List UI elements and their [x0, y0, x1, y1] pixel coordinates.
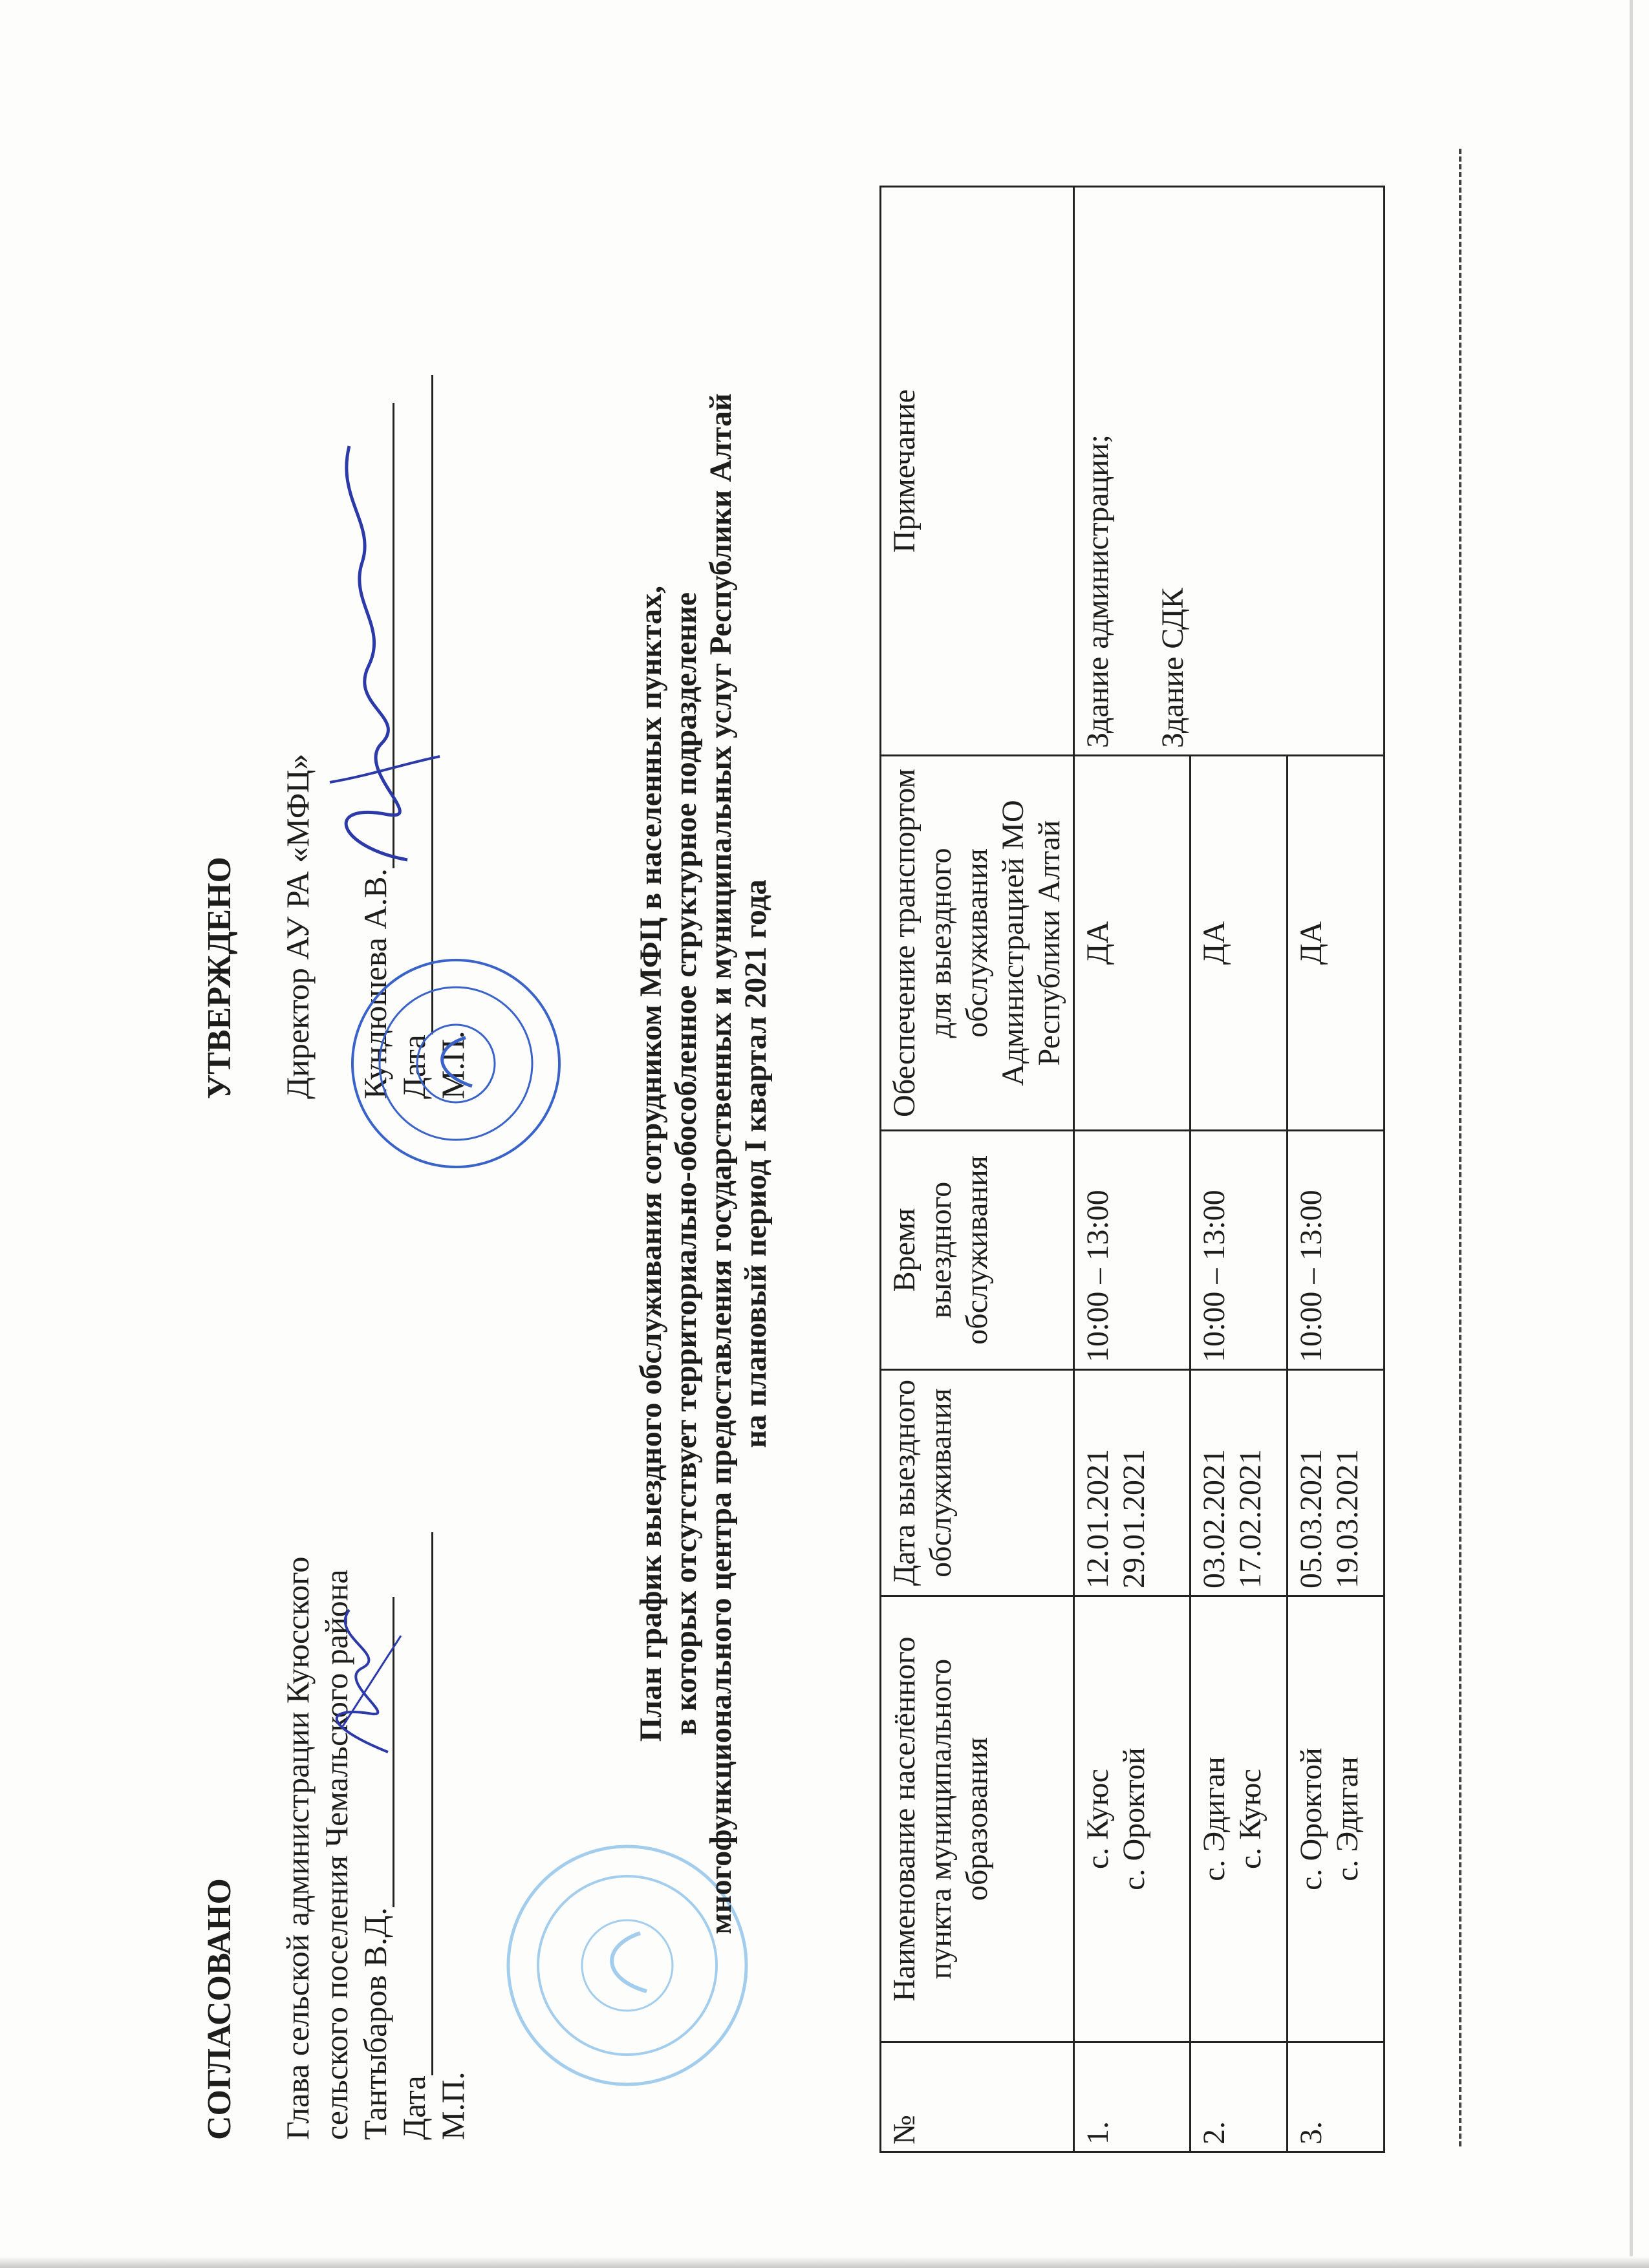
head-position-line2: сельского поселения Чемальского района — [318, 1569, 354, 2140]
row-time: 10:00 – 13:00 — [1288, 1131, 1385, 1370]
row-places — [1288, 1596, 1385, 2042]
col-header-date: Дата выездного обслуживания — [881, 1370, 1074, 1596]
schedule-table — [879, 186, 1385, 2153]
title-line-1: План график выездного обслуживания сотрудником МФЦ в населенных пунктах, — [634, 585, 668, 1742]
place: с. Ороктой — [1294, 1748, 1328, 1890]
head-name: Тантыбаров В.Д. — [357, 1907, 393, 2140]
row-dates — [1074, 1370, 1191, 1596]
row-time: 10:00 – 13:00 — [1074, 1131, 1191, 1370]
date-line — [431, 1532, 433, 2075]
seal-label-right: М.П. — [435, 1031, 471, 1099]
title-line-3: многофункционального центра предоставления государственных и муниципальных услуг Республики Алтай — [704, 393, 738, 1934]
seal-label-left: М.П. — [435, 2071, 471, 2140]
row-number: 3. — [1288, 2042, 1385, 2152]
date: 12.01.2021 — [1081, 1449, 1115, 1589]
row-transport: ДА — [1288, 756, 1385, 1131]
row-places — [1074, 1596, 1191, 2042]
row-number: 2. — [1191, 2042, 1288, 2152]
scan-shadow — [0, 2256, 1649, 2268]
col-header-time: Время выездного обслуживания — [881, 1131, 1074, 1370]
row-note — [1074, 187, 1385, 756]
place: с. Ороктой — [1117, 1748, 1151, 1890]
place: с. Эдиган — [1197, 1757, 1231, 1881]
title-line-4: на плановый период I квартал 2021 года — [738, 879, 773, 1448]
date-label-right: Дата — [396, 1034, 432, 1099]
col-header-place: Наименование населённого пункта муниципального образования — [881, 1596, 1074, 2042]
col-header-transport: Обеспечение транспортом для выездного обслуживания Администрацией МО Республики Алтай — [881, 756, 1074, 1131]
row-transport: ДА — [1191, 756, 1288, 1131]
place: с. Эдиган — [1330, 1757, 1364, 1881]
head-position-line1: Глава сельской администрации Куюсского — [279, 1556, 316, 2140]
title-line-2: в которых отсутствует территориально-обособленное структурное подразделение — [669, 592, 703, 1736]
row-dates — [1191, 1370, 1288, 1596]
row-number: 1. — [1074, 2042, 1191, 2152]
row-time: 10:00 – 13:00 — [1191, 1131, 1288, 1370]
row-dates — [1288, 1370, 1385, 1596]
date: 03.02.2021 — [1197, 1449, 1231, 1589]
place: с. Куюс — [1081, 1769, 1115, 1869]
date: 19.03.2021 — [1330, 1449, 1364, 1589]
place: с. Куюс — [1233, 1769, 1267, 1869]
scan-edge — [1630, 0, 1633, 2268]
seal-stamp-right — [349, 957, 563, 1170]
rotated-page — [181, 162, 1604, 2166]
signature-right — [310, 420, 453, 873]
director-name: Кундюшева А.В. — [357, 868, 393, 1099]
note: Здание администрации; — [1081, 434, 1115, 748]
table-row — [1074, 187, 1191, 2152]
date: 05.03.2021 — [1294, 1449, 1328, 1589]
date: 29.01.2021 — [1117, 1449, 1151, 1589]
col-header-number: № — [881, 2042, 1074, 2152]
signature-left — [310, 1597, 414, 1765]
row-transport: ДА — [1074, 756, 1191, 1131]
col-header-note: Примечание — [881, 187, 1074, 756]
table-header-row — [881, 187, 1074, 2152]
date: 17.02.2021 — [1233, 1449, 1267, 1589]
date-label-left: Дата — [396, 2075, 432, 2140]
agreed-heading: СОГЛАСОВАНО — [201, 1878, 238, 2140]
document-title — [634, 162, 773, 2166]
note: Здание СДК — [1156, 588, 1190, 748]
approved-heading: УТВЕРЖДЕНО — [201, 857, 238, 1099]
row-places — [1191, 1596, 1288, 2042]
director-position: Директор АУ РА «МФЦ» — [279, 753, 316, 1099]
